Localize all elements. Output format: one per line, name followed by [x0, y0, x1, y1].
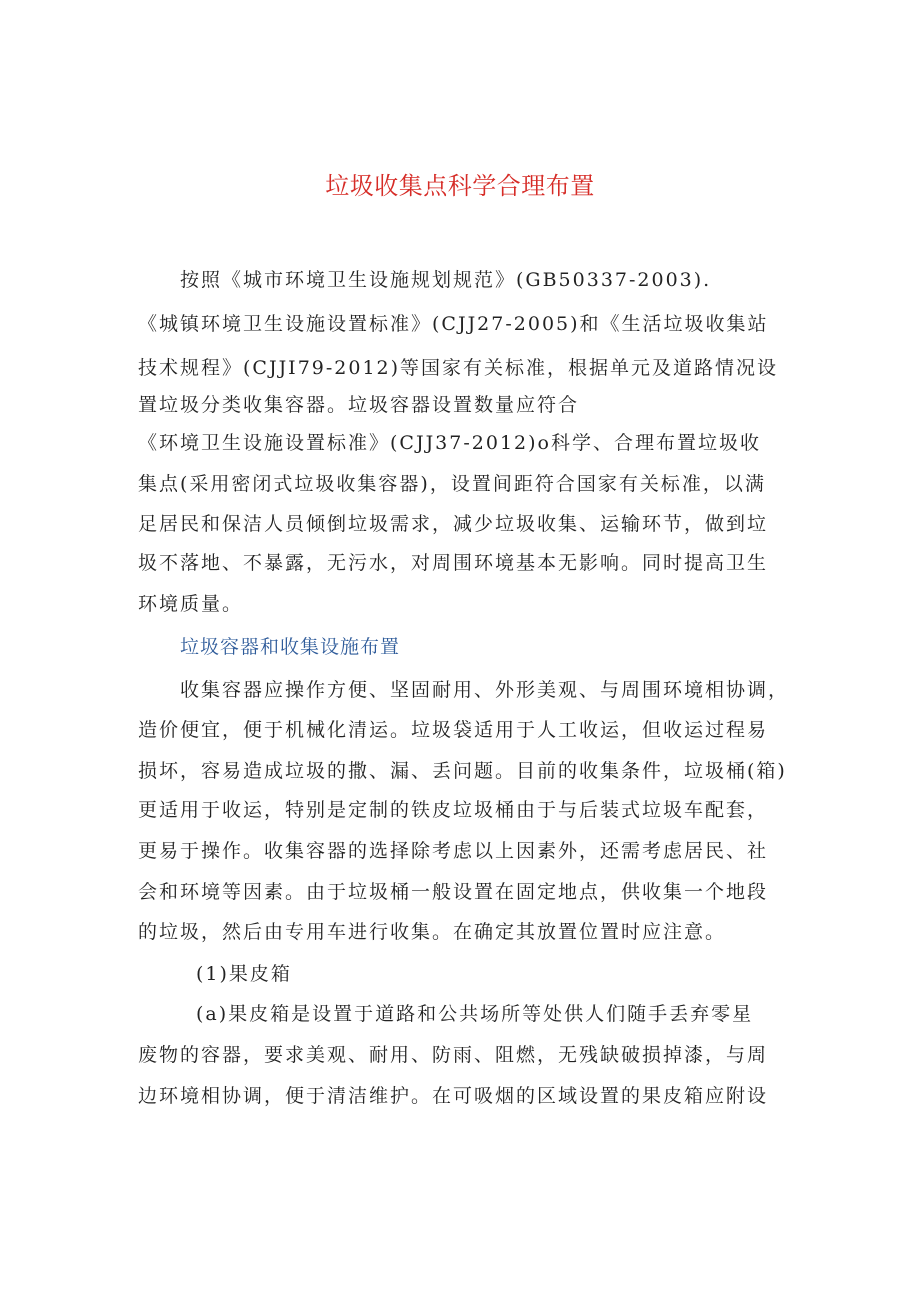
section-line: 收集容器应操作方便、坚固耐用、外形美观、与周围环境相协调， [180, 679, 790, 701]
subsection-line: (a)果皮箱是设置于道路和公共场所等处供人们随手丢弃零星 [196, 1003, 754, 1025]
intro-line: 足居民和保洁人员倾倒垃圾需求，减少垃圾收集、运输环节，做到垃 [138, 513, 769, 535]
intro-line: 按照《城市环境卫生设施规划规范》(GB50337-2003). [180, 269, 712, 291]
intro-line: 《环境卫生设施设置标准》(CJJ37-2012)o科学、合理布置垃圾收 [138, 432, 761, 454]
subsection-line: 废物的容器，要求美观、耐用、防雨、阻燃，无残缺破损掉漆，与周 [138, 1044, 769, 1066]
page-title: 垃圾收集点科学合理布置 [325, 172, 595, 200]
subsection-heading: (1)果皮箱 [196, 963, 292, 985]
section-line: 更适用于收运，特别是定制的铁皮垃圾桶由于与后装式垃圾车配套， [138, 799, 769, 821]
intro-line: 圾不落地、不暴露，无污水，对周围环境基本无影响。同时提高卫生 [138, 552, 769, 574]
section-line: 损坏，容易造成垃圾的撒、漏、丢问题。目前的收集条件，垃圾桶(箱) [138, 760, 787, 782]
intro-line: 置垃圾分类收集容器。垃圾容器设置数量应符合 [138, 394, 580, 416]
intro-line: 技术规程》(CJJI79-2012)等国家有关标准，根据单元及道路情况设 [138, 357, 779, 379]
intro-line: 环境质量。 [138, 593, 244, 615]
section-line: 更易于操作。收集容器的选择除考虑以上因素外，还需考虑居民、社 [138, 840, 769, 862]
section-line: 造价便宜，便于机械化清运。垃圾袋适用于人工收运，但收运过程易 [138, 719, 769, 741]
section-heading: 垃圾容器和收集设施布置 [180, 636, 401, 658]
intro-line: 《城镇环境卫生设施设置标准》(CJJ27-2005)和《生活垃圾收集站 [138, 313, 769, 335]
section-line: 会和环境等因素。由于垃圾桶一般设置在固定地点，供收集一个地段 [138, 881, 769, 903]
subsection-line: 边环境相协调，便于清洁维护。在可吸烟的区域设置的果皮箱应附设 [138, 1085, 769, 1107]
section-line: 的垃圾，然后由专用车进行收集。在确定其放置位置时应注意。 [138, 921, 727, 943]
intro-line: 集点(采用密闭式垃圾收集容器)，设置间距符合国家有关标准，以满 [138, 473, 766, 495]
